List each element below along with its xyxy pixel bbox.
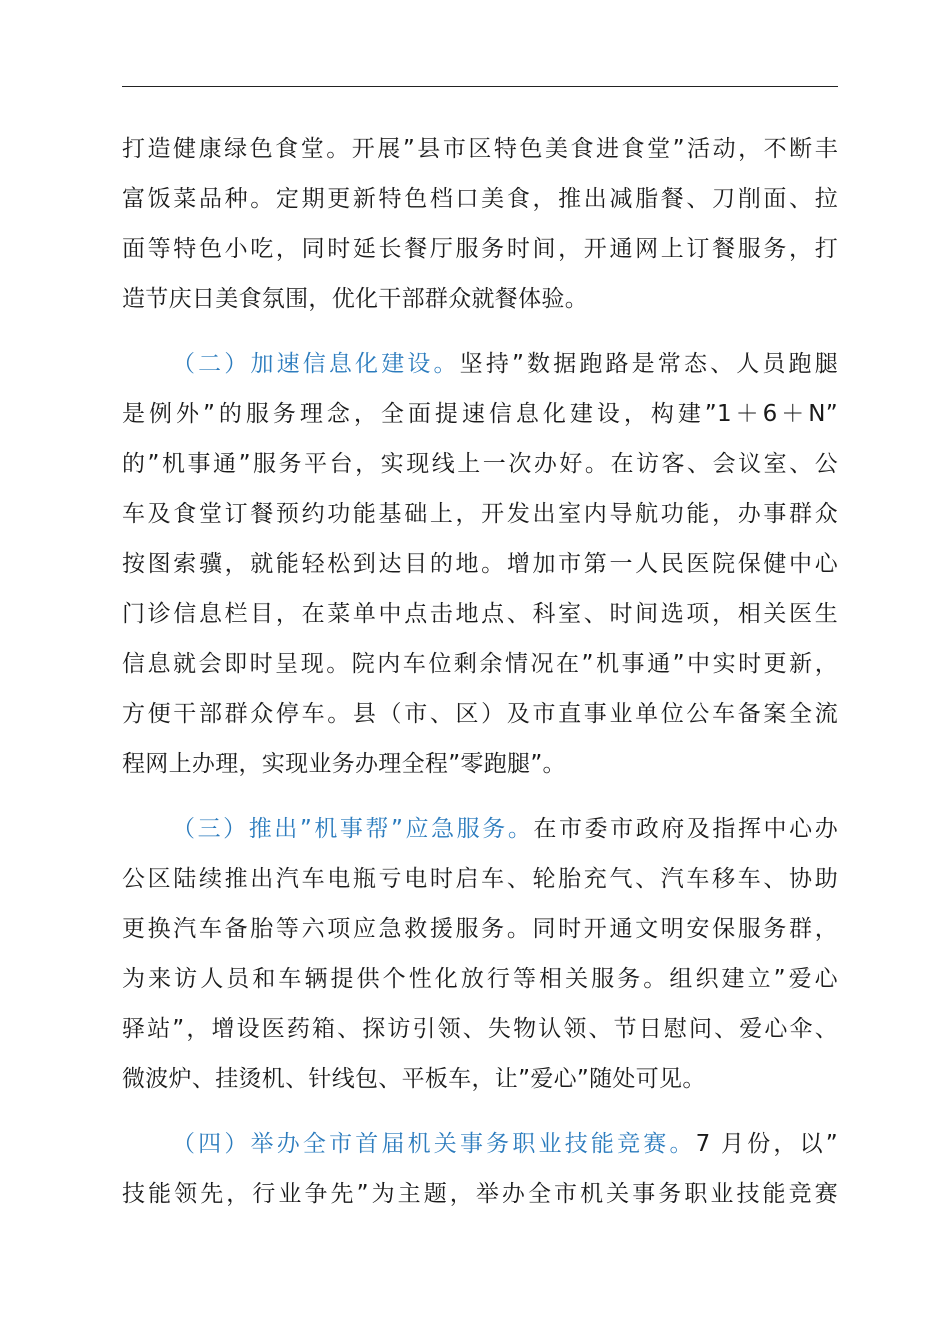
text-line: 信息就会即时呈现。院内车位剩余情况在”机事通”中实时更新， — [122, 651, 838, 677]
text-line: 按图索骥，就能轻松到达目的地。增加市第一人民医院保健中心 — [122, 551, 838, 577]
text-line: 为来访人员和车辆提供个性化放行等相关服务。组织建立”爱心 — [122, 966, 838, 992]
text-line: 门诊信息栏目，在菜单中点击地点、科室、时间选项，相关医生 — [122, 601, 838, 627]
paragraph-first-line — [172, 814, 838, 844]
text-run: 在市委市政府及指挥中心办 — [533, 816, 838, 842]
text-line: 造节庆日美食氛围，优化干部群众就餐体验。 — [122, 286, 588, 312]
section-heading: （二）加速信息化建设。 — [172, 351, 460, 377]
text-run: 7 月份，以” — [695, 1131, 838, 1157]
text-run: 坚持”数据跑路是常态、人员跑腿 — [459, 351, 838, 377]
text-line: 富饭菜品种。定期更新特色档口美食，推出减脂餐、刀削面、拉 — [122, 186, 838, 212]
section-heading: （三）推出”机事帮”应急服务。 — [172, 816, 534, 842]
paragraph-first-line — [172, 1129, 838, 1159]
paragraph-first-line — [172, 349, 838, 379]
text-line: 驿站”，增设医药箱、探访引领、失物认领、节日慰问、爱心伞、 — [122, 1016, 838, 1042]
text-line: 微波炉、挂烫机、针线包、平板车，让”爱心”随处可见。 — [122, 1066, 706, 1092]
text-line: 是例外”的服务理念，全面提速信息化建设，构建”1＋6＋N” — [122, 401, 838, 427]
header-rule — [122, 86, 838, 87]
text-line: 程网上办理，实现业务办理全程”零跑腿”。 — [122, 751, 566, 777]
text-line: 车及食堂订餐预约功能基础上，开发出室内导航功能，办事群众 — [122, 501, 838, 527]
text-line: 面等特色小吃，同时延长餐厅服务时间，开通网上订餐服务，打 — [122, 236, 838, 262]
text-line: 的”机事通”服务平台，实现线上一次办好。在访客、会议室、公 — [122, 451, 838, 477]
text-line: 打造健康绿色食堂。开展”县市区特色美食进食堂”活动，不断丰 — [122, 136, 838, 162]
text-line: 方便干部群众停车。县（市、区）及市直事业单位公车备案全流 — [122, 701, 838, 727]
text-line: 更换汽车备胎等六项应急救援服务。同时开通文明安保服务群， — [122, 916, 838, 942]
section-heading: （四）举办全市首届机关事务职业技能竞赛。 — [172, 1131, 696, 1157]
text-line: 公区陆续推出汽车电瓶亏电时启车、轮胎充气、汽车移车、协助 — [122, 866, 838, 892]
text-line: 技能领先，行业争先”为主题，举办全市机关事务职业技能竞赛 — [122, 1181, 838, 1207]
